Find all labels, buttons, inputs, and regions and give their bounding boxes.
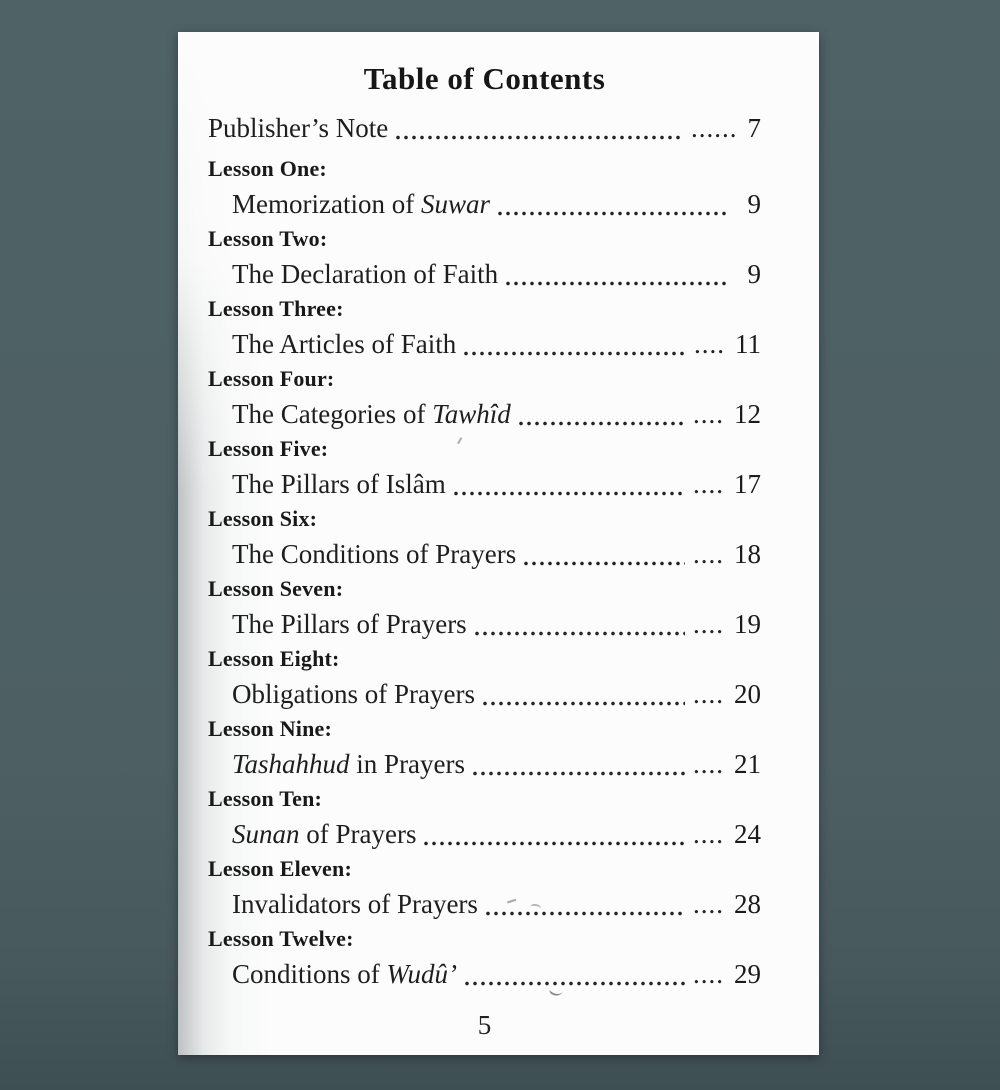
dot-leader-tail: .... — [693, 959, 724, 989]
entry-text: of Prayers — [299, 819, 417, 849]
toc-entry-lesson-five — [208, 466, 761, 502]
toc-entry-lesson-seven — [208, 606, 761, 642]
toc-entry-lesson-three — [208, 326, 761, 362]
dot-leader-tail: .... — [693, 749, 724, 779]
entry-label — [232, 186, 490, 222]
entry-page-number: 29 — [734, 959, 761, 989]
dot-leader-tail: ...... — [691, 113, 738, 143]
dot-leader — [505, 280, 729, 287]
entry-page-number: 24 — [734, 819, 761, 849]
lesson-heading-nine: Lesson Nine: — [208, 716, 333, 741]
entry-text: Conditions of — [232, 959, 387, 989]
dot-leader — [474, 630, 685, 637]
entry-text-italic: Suwar — [420, 189, 490, 219]
dot-leader-tail: .... — [693, 609, 724, 639]
entry-page-number: 17 — [734, 469, 761, 499]
entry-text-italic: Sunan — [232, 819, 300, 849]
dot-leader — [485, 910, 685, 917]
entry-page-number: 7 — [747, 113, 761, 143]
dot-leader — [463, 350, 686, 357]
toc-entry-lesson-four — [208, 396, 761, 432]
toc-entry-lesson-twelve — [208, 956, 761, 992]
entry-text: The Categories of — [232, 399, 433, 429]
entry-text-italic: Tawhîd — [432, 399, 511, 429]
entry-page-number: 9 — [747, 189, 761, 219]
dot-leader — [464, 980, 685, 987]
lesson-heading-eight: Lesson Eight: — [208, 646, 340, 671]
lesson-heading-five: Lesson Five: — [208, 436, 329, 461]
lesson-heading-six: Lesson Six: — [208, 506, 318, 531]
lesson-heading-eleven: Lesson Eleven: — [208, 856, 352, 881]
entry-label — [232, 256, 498, 292]
entry-page-number: 28 — [734, 889, 761, 919]
lesson-heading-twelve: Lesson Twelve: — [208, 926, 354, 951]
toc-entry-lesson-ten — [208, 816, 761, 852]
dot-leader-tail: .... — [693, 679, 724, 709]
toc-entry-lesson-eleven — [208, 886, 761, 922]
dot-leader — [523, 560, 685, 567]
entry-text: Memorization of — [232, 189, 421, 219]
toc-entry-lesson-one — [208, 186, 761, 222]
dot-leader — [453, 490, 685, 497]
dot-leader-tail: .... — [693, 469, 724, 499]
lesson-heading-one: Lesson One: — [208, 156, 327, 181]
lesson-heading-seven: Lesson Seven: — [208, 576, 344, 601]
lesson-heading-two: Lesson Two: — [208, 226, 328, 251]
dot-leader-tail: .... — [693, 399, 724, 429]
entry-text: Invalidators of Prayers — [232, 889, 478, 919]
entry-text-italic: Tashahhud — [232, 749, 350, 779]
entry-text: The Pillars of Prayers — [232, 609, 467, 639]
toc-entry-lesson-eight — [208, 676, 761, 712]
entry-page-number: 18 — [734, 539, 761, 569]
entry-text: The Conditions of Prayers — [232, 539, 517, 569]
dot-leader-tail: .... — [693, 539, 724, 569]
folio-page-number: 5 — [477, 1010, 492, 1040]
toc-entry-publishers-note — [208, 110, 761, 146]
entry-page-number: 11 — [735, 329, 761, 359]
toc-entry-lesson-two — [208, 256, 761, 292]
page-title: Table of Contents — [363, 61, 606, 96]
lesson-heading-three: Lesson Three: — [208, 296, 344, 321]
dot-leader — [472, 770, 685, 777]
dot-leader — [518, 420, 685, 427]
entry-label — [208, 110, 388, 146]
entry-page-number: 12 — [734, 399, 761, 429]
entry-label — [232, 956, 457, 992]
entry-text-italic: Wudû’ — [386, 959, 458, 989]
entry-label — [232, 326, 456, 362]
entry-label — [232, 536, 516, 572]
dot-leader — [497, 210, 730, 217]
toc-entry-lesson-nine — [208, 746, 761, 782]
entry-label — [232, 466, 446, 502]
dot-leader-tail: .... — [693, 819, 724, 849]
dot-leader — [482, 700, 685, 707]
dot-leader — [395, 134, 683, 141]
entry-text: in Prayers — [349, 749, 466, 779]
entry-text: Obligations of Prayers — [232, 679, 475, 709]
toc-entry-lesson-six — [208, 536, 761, 572]
lesson-heading-four: Lesson Four: — [208, 366, 335, 391]
entry-label — [232, 606, 467, 642]
entry-label — [232, 746, 465, 782]
book-page — [178, 32, 819, 1055]
entry-page-number: 21 — [734, 749, 761, 779]
entry-text: The Articles of Faith — [232, 329, 457, 359]
dot-leader — [423, 840, 685, 847]
lesson-heading-ten: Lesson Ten: — [208, 786, 323, 811]
entry-page-number: 9 — [747, 259, 761, 289]
entry-label — [232, 816, 416, 852]
entry-text: Publisher’s Note — [208, 113, 389, 143]
entry-page-number: 19 — [734, 609, 761, 639]
entry-label — [232, 396, 511, 432]
dot-leader-tail: .... — [693, 889, 724, 919]
entry-label — [232, 886, 478, 922]
entry-label — [232, 676, 475, 712]
dot-leader-tail: .... — [694, 329, 725, 359]
entry-page-number: 20 — [734, 679, 761, 709]
entry-text: The Declaration of Faith — [232, 259, 499, 289]
entry-text: The Pillars of Islâm — [232, 469, 446, 499]
